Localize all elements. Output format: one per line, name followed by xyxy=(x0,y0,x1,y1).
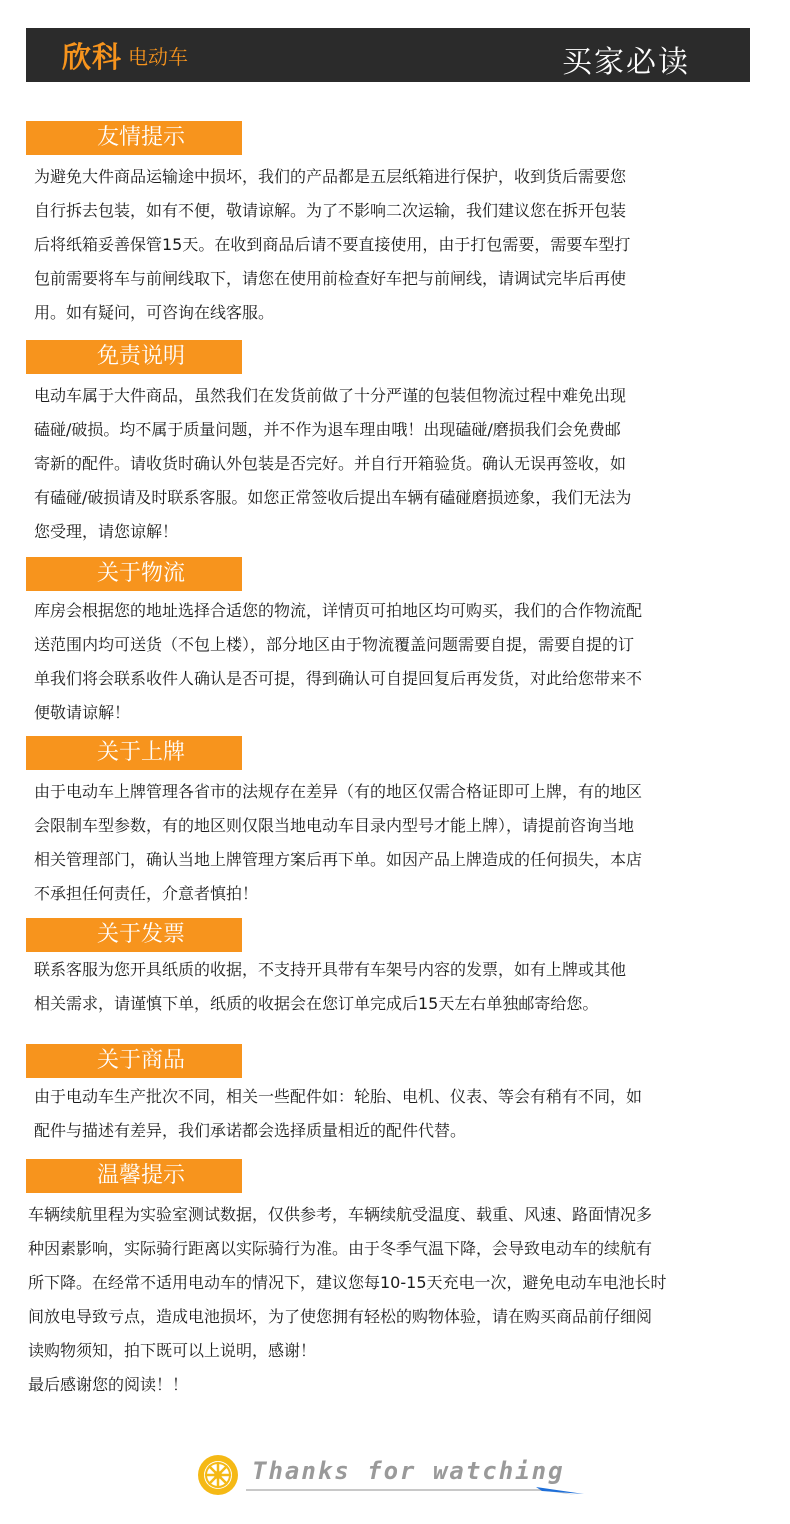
text-line: 所下降。在经常不适用电动车的情况下，建议您每10-15天充电一次，避免电动车电池长时 xyxy=(28,1273,667,1292)
section-body-warm-tips xyxy=(28,1198,744,1402)
thanks-text: Thanks for watching xyxy=(252,1457,565,1485)
text-line: 相关需求，请谨慎下单，纸质的收据会在您订单完成后15天左右单独邮寄给您。 xyxy=(34,994,599,1013)
text-line: 会限制车型参数，有的地区则仅限当地电动车目录内型号才能上牌），请提前咨询当地 xyxy=(34,816,635,835)
section-tag-logistics: 关于物流 xyxy=(26,557,242,591)
text-line: 后将纸箱妥善保管15天。在收到商品后请不要直接使用，由于打包需要，需要车型打 xyxy=(34,235,631,254)
section-tag-product: 关于商品 xyxy=(26,1044,242,1078)
section-tag-friendly-tips: 友情提示 xyxy=(26,121,242,155)
brand-logo: 欣科 xyxy=(62,39,123,74)
section-body-invoice xyxy=(34,953,750,1021)
section-tag-registration: 关于上牌 xyxy=(26,736,242,770)
section-body-friendly-tips xyxy=(34,160,750,330)
text-line: 用。如有疑问，可咨询在线客服。 xyxy=(34,303,275,322)
section-tag-invoice: 关于发票 xyxy=(26,918,242,952)
text-line: 库房会根据您的地址选择合适您的物流，详情页可拍地区均可购买，我们的合作物流配 xyxy=(34,601,643,620)
text-line: 寄新的配件。请收货时确认外包装是否完好。并自行开箱验货。确认无误再签收，如 xyxy=(34,454,627,473)
text-line: 磕碰/破损。均不属于质量问题，并不作为退车理由哦！出现磕碰/磨损我们会免费邮 xyxy=(34,420,621,439)
text-line: 您受理，请您谅解！ xyxy=(34,522,179,541)
wheel-icon xyxy=(196,1453,240,1497)
text-line: 车辆续航里程为实验室测试数据，仅供参考，车辆续航受温度、载重、风速、路面情况多 xyxy=(28,1205,653,1224)
text-line: 配件与描述有差异，我们承诺都会选择质量相近的配件代替。 xyxy=(34,1121,467,1140)
text-line: 种因素影响，实际骑行距离以实际骑行为准。由于冬季气温下降，会导致电动车的续航有 xyxy=(28,1239,653,1258)
text-line: 有磕碰/破损请及时联系客服。如您正常签收后提出车辆有磕碰磨损迹象，我们无法为 xyxy=(34,488,632,507)
text-line: 为避免大件商品运输途中损坏，我们的产品都是五层纸箱进行保护，收到货后需要您 xyxy=(34,167,627,186)
text-line: 单我们将会联系收件人确认是否可提，得到确认可自提回复后再发货，对此给您带来不 xyxy=(34,669,643,688)
text-line: 由于电动车生产批次不同，相关一些配件如：轮胎、电机、仪表、等会有稍有不同，如 xyxy=(34,1087,643,1106)
footer xyxy=(196,1453,596,1497)
text-line: 电动车属于大件商品，虽然我们在发货前做了十分严谨的包装但物流过程中难免出现 xyxy=(34,386,627,405)
text-line: 最后感谢您的阅读！！ xyxy=(28,1375,189,1394)
text-line: 送范围内均可送货（不包上楼），部分地区由于物流覆盖问题需要自提，需要自提的订 xyxy=(34,635,635,654)
section-body-product xyxy=(34,1080,750,1148)
text-line: 读购物须知，拍下既可以上说明，感谢！ xyxy=(28,1341,317,1360)
text-line: 不承担任何责任，介意者慎拍！ xyxy=(34,884,259,903)
section-body-disclaimer xyxy=(34,379,750,549)
section-tag-disclaimer: 免责说明 xyxy=(26,340,242,374)
text-line: 自行拆去包装，如有不便，敬请谅解。为了不影响二次运输，我们建议您在拆开包装 xyxy=(34,201,627,220)
text-line: 便敬请谅解！ xyxy=(34,703,131,722)
page-title: 买家必读 xyxy=(562,45,690,80)
text-line: 间放电导致亏点，造成电池损坏，为了使您拥有轻松的购物体验，请在购买商品前仔细阅 xyxy=(28,1307,653,1326)
section-body-registration xyxy=(34,775,750,911)
page-header xyxy=(26,28,750,82)
text-line: 联系客服为您开具纸质的收据，不支持开具带有车架号内容的发票，如有上牌或其他 xyxy=(34,960,627,979)
text-line: 由于电动车上牌管理各省市的法规存在差异（有的地区仅需合格证即可上牌，有的地区 xyxy=(34,782,643,801)
brand-subtitle: 电动车 xyxy=(128,44,189,69)
text-line: 相关管理部门，确认当地上牌管理方案后再下单。如因产品上牌造成的任何损失，本店 xyxy=(34,850,643,869)
section-body-logistics xyxy=(34,594,750,730)
swoosh-underline xyxy=(246,1485,586,1497)
section-tag-warm-tips: 温馨提示 xyxy=(26,1159,242,1193)
brand xyxy=(62,38,188,72)
text-line: 包前需要将车与前闸线取下，请您在使用前检查好车把与前闸线，请调试完毕后再使 xyxy=(34,269,627,288)
